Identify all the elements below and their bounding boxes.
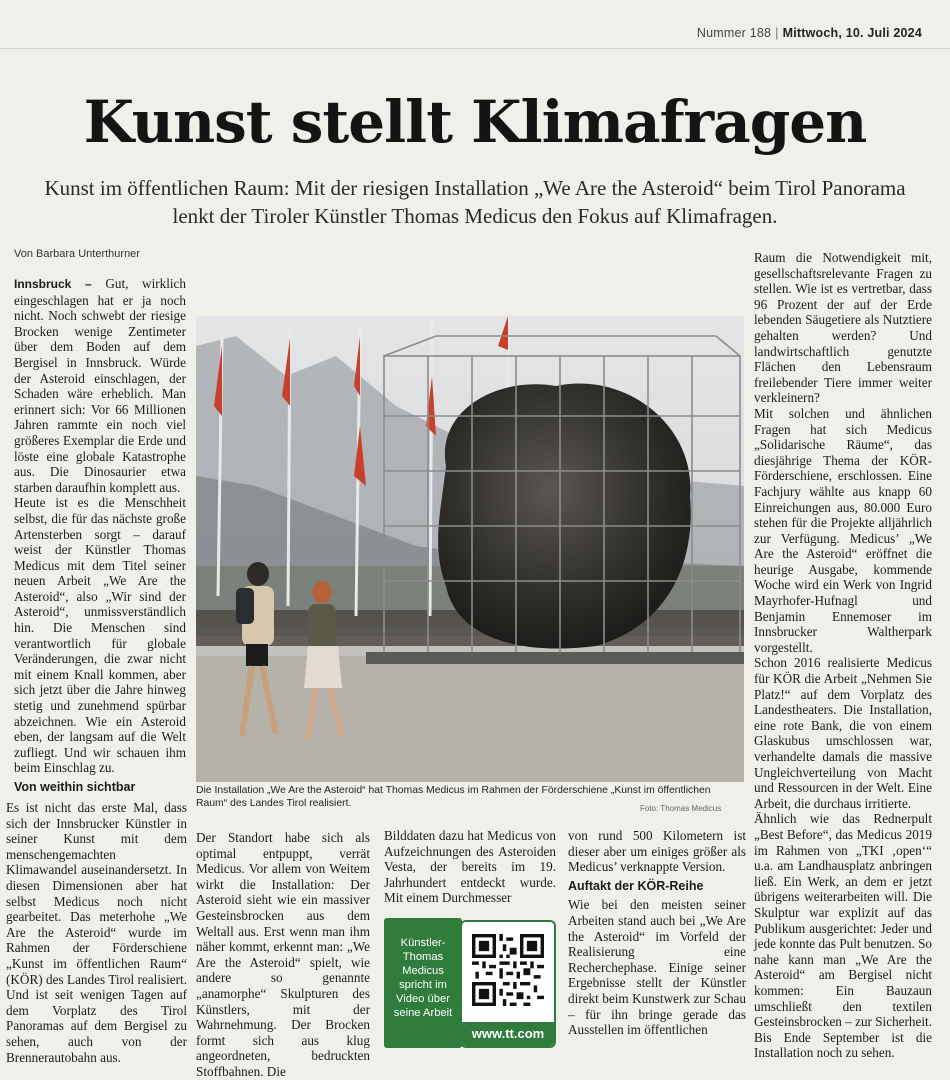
masthead-separator: | — [775, 26, 779, 40]
photo-caption: Die Installation „We Are the Asteroid“ hat Thomas Medicus im Rahmen der Förderschiene „Kunst im öffentlichen Raum“ des Landes Tirol realisiert. — [196, 785, 711, 809]
photo-credit: Foto: Thomas Medicus — [640, 804, 722, 813]
paragraph: Raum die Notwendigkeit mit, gesellschaftsrelevante Fragen zu stellen. Wie ist es vertretbar, dass 96 Prozent der auf der Erde lebenden Säugetiere als Nutztiere gehalten werden? Und landwirtschaftlich genutzte Flächen den Lebensraum freilebender Tiere immer weiter verkleinern? — [754, 250, 932, 406]
qr-code-icon[interactable] — [472, 934, 544, 1006]
paragraph: Es ist nicht das erste Mal, dass sich der Innsbrucker Künstler in seiner Kunst mit dem menschengemachten Klimawandel auseinandersetzt. In diesen Dimensionen aber hat selbst Medicus noch nicht gearbeitet. Das meterhohe „We Are the Asteroid“ wurde im Rahmen der Förderschiene „Kunst im öffentlichen Raum“ (KÖR) des Landes Tirol realisiert. Und ist seit wenigen Tagen auf dem Vorplatz des Tirol Panoramas auf dem Bergisel zu sehen, auch von der Brennerautobahn aus. — [6, 800, 187, 1065]
section-heading: Von weithin sichtbar — [14, 780, 136, 794]
column-left-bottom — [6, 800, 187, 1065]
headline: Kunst stellt Klimafragen — [83, 88, 867, 156]
issue-date: Mittwoch, 10. Juli 2024 — [782, 26, 922, 40]
paragraph: Mit solchen und ähnlichen Fragen hat sich Medicus „Solidarische Räume“, das diesjährige Thema der KÖR-Förderschiene, erschlossen. Eine Fachjury wählte aus knapp 60 Einreichungen aus, 80.000 Euro stehen für die Projekte alljährlich zur Verfügung. Medicus’ „We Are the Asteroid“ eröffnet die heurige Ausgabe, kommende Woche wird ein Werk von Ingrid Mayrhofer-Hufnagl und Benjamin Ennemoser im Innsbrucker Waltherpark vorgestellt. — [754, 405, 932, 655]
column-right — [754, 250, 932, 1061]
paragraph: Bilddaten dazu hat Medicus von Aufzeichnungen des Asteroiden Vesta, der bereits im 19. Jahrhundert entdeckt wurde. Mit einem Durchmesser — [384, 828, 556, 906]
paragraph: von rund 500 Kilometern ist dieser aber um einiges größer als Medicus’ verknappte Version. — [568, 828, 746, 875]
section-heading: Auftakt der KÖR-Reihe — [568, 878, 704, 893]
article-photo — [196, 316, 744, 782]
column-bottom-4 — [568, 828, 746, 1038]
byline: Von Barbara Unterthurner — [14, 248, 140, 260]
paragraph: Wie bei den meisten seiner Arbeiten stand auch bei „We Are the Asteroid“ im Vorfeld der Realisierung eine Recherchephase. Einige seiner Ergebnisse stellt der Künstler direkt beim Kunstwerk zur Schau – für ihn bringe gerade das Ausstellen im öffentlichen — [568, 897, 746, 1038]
paragraph: Der Standort habe sich als optimal entpuppt, verrät Medicus. Vor allem von Weitem wirkt die Installation: Der Asteroid sieht wie ein massiver Gesteinsbrocken aus dem Weltall aus. Erst wenn man ihm näher kommt, erkennt man: „We Are the Asteroid“ spielt, wie andere so genannte „anamorphe“ Skulpturen des Künstlers, mit der Wahrnehmung. Der Brocken formt sich aus klug angeordneten, bedruckten Stoffbahnen. Die — [196, 830, 370, 1079]
column-bottom-3 — [384, 828, 556, 906]
subheadline: Kunst im öffentlichen Raum: Mit der riesigen Installation „We Are the Asteroid“ beim Tirol Panorama lenkt der Tiroler Künstler Thomas Medicus den Fokus auf Klimafragen. — [44, 176, 906, 228]
masthead-rule — [0, 48, 950, 49]
paragraph: Schon 2016 realisierte Medicus für KÖR die Arbeit „Nehmen Sie Platz!“ auf dem Vorplatz des Landestheaters. Die Installation, eine rote Bank, die von einem Glaskubus umschlossen war, verhandelte damals die massive Ungleichverteilung von Macht und Ressourcen in der Welt. Eine Arbeit, die durchaus irritierte. — [754, 655, 932, 811]
promo-text-box: Künstler-Thomas Medicus spricht im Video über seine Arbeit — [384, 918, 462, 1048]
dateline: Innsbruck – — [14, 277, 92, 291]
column-left-top — [14, 276, 186, 799]
promo-qr-panel[interactable] — [460, 920, 556, 1048]
asteroid-installation-photo — [196, 316, 744, 782]
issue-number: Nummer 188 — [696, 26, 772, 40]
paragraph — [14, 276, 186, 495]
paragraph: Ähnlich wie das Rednerpult „Best Before“, das Medicus 2019 im Rahmen von „TKI ‚open‘“ u.a. am Landhausplatz anbringen ließ. Ein Werk, an dem er jetzt übrigens weiterarbeiten will. Die Skulptur war explizit auf das Publikum ausgerichtet: Jeder und jede konnte das Pult benutzen. So nahe kann man „We Are the Asteroid“ am Bergisel nicht kommen: Ein Bauzaun umschließt den textilen Gesteinsbrocken – zur Sicherheit. Bis Ende September ist die Installation noch zu sehen. — [754, 811, 932, 1061]
video-promo[interactable] — [384, 918, 554, 1048]
lead-text: Gut, wirklich eingeschlagen hat er ja noch nicht. Noch schwebt der riesige Brocken wenige Zentimeter über dem Boden auf dem Bergisel in Innsbruck. Würde der Asteroid einschlagen, der Schaden wäre erheblich. Man erinnert sich: Vor 66 Millionen Jahren rammte ein noch viel größeres Exemplar die Erde und löste eine globale Katastrophe aus. Die Dinosaurier etwa starben daraufhin komplett aus. — [14, 276, 186, 495]
masthead — [697, 26, 922, 40]
column-bottom-2 — [196, 830, 370, 1080]
promo-url-link[interactable]: www.tt.com — [462, 1022, 554, 1046]
paragraph: Heute ist es die Menschheit selbst, die für das nächste große Artensterben sorgt – darauf weist der Künstler Thomas Medicus mit dem Titel seiner neuen Arbeit „We Are the Asteroid“, also „Wir sind der Asteroid“, unmissverständlich hin. Die Menschen sind verantwortlich für globale Veränderungen, die zwar nicht mit einem Knall kommen, aber sich jetzt über die Jahre hinweg stetig und zunehmend spürbar abzeichnen. Wie ein Asteroid eben, der langsam auf die Welt zufliegt. Und wir schauen ihm beim Einschlag zu. — [14, 495, 186, 776]
